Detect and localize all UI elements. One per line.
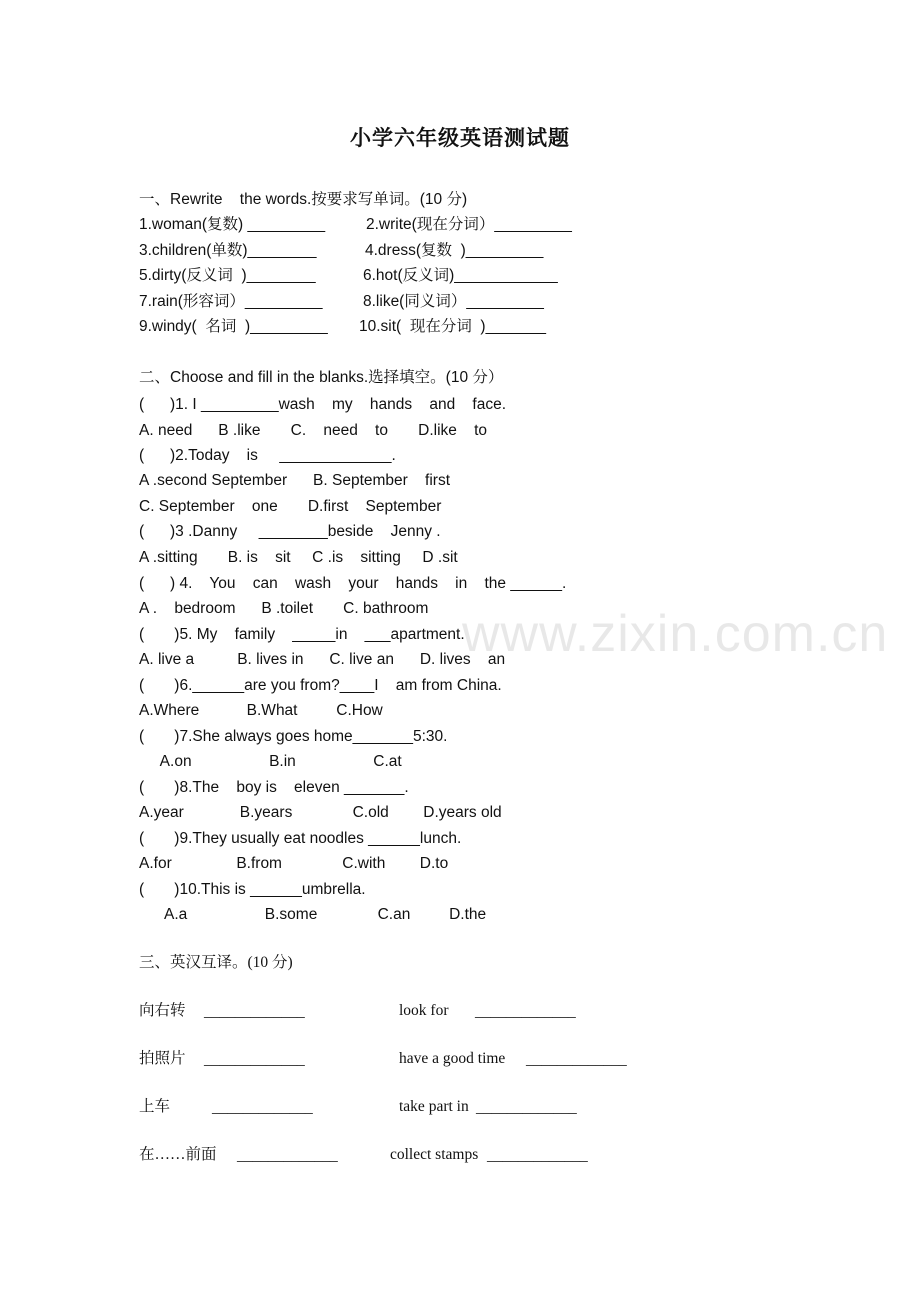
s3-blank-2b: _____________: [526, 1051, 627, 1068]
s2-question-3: ( )3 .Danny ________beside Jenny .: [139, 523, 441, 540]
s1-item-10: 10.sit( 现在分词 )_______: [359, 318, 546, 335]
s3-blank-1a: _____________: [204, 1003, 305, 1020]
s1-item-5: 5.dirty(反义词 )________: [139, 267, 316, 284]
s2-question-2: ( )2.Today is _____________.: [139, 447, 396, 464]
s2-options-5: A. live a B. lives in C. live an D. lives an: [139, 651, 506, 668]
s2-question-10: ( )10.This is ______umbrella.: [139, 881, 366, 898]
s3-blank-1b: _____________: [475, 1003, 576, 1020]
section1-heading: 一、Rewrite the words.按要求写单词。(10 分): [139, 191, 468, 208]
s3-blank-3b: _____________: [476, 1099, 577, 1116]
s2-options-2b: C. September one D.first September: [139, 498, 442, 515]
s2-options-10: A.a B.some C.an D.the: [139, 906, 487, 923]
s3-blank-4a: _____________: [237, 1147, 338, 1164]
s1-item-3: 3.children(单数)________: [139, 242, 317, 259]
s2-options-8: A.year B.years C.old D.years old: [139, 804, 502, 821]
s3-cn-2: 拍照片: [139, 1050, 186, 1067]
s1-item-2: 2.write(现在分词）_________: [366, 216, 572, 233]
s3-en-4: collect stamps: [390, 1146, 479, 1163]
s3-en-2: have a good time: [399, 1050, 506, 1067]
s2-question-1: ( )1. I _________wash my hands and face.: [139, 396, 507, 413]
s1-item-9: 9.windy( 名词 )_________: [139, 318, 328, 335]
s1-item-7: 7.rain(形容词）_________: [139, 293, 323, 310]
s2-options-1: A. need B .like C. need to D.like to: [139, 422, 488, 439]
s3-en-1: look for: [399, 1002, 449, 1019]
s1-item-8: 8.like(同义词）_________: [363, 293, 544, 310]
s1-item-6: 6.hot(反义词)____________: [363, 267, 558, 284]
s2-options-9: A.for B.from C.with D.to: [139, 855, 449, 872]
s1-item-1: 1.woman(复数) _________: [139, 216, 326, 233]
s2-question-8: ( )8.The boy is eleven _______.: [139, 779, 409, 796]
s2-options-2a: A .second September B. September first: [139, 472, 451, 489]
s3-cn-3: 上车: [139, 1098, 171, 1115]
s3-cn-4: 在……前面: [139, 1146, 217, 1163]
s3-blank-4b: _____________: [487, 1147, 588, 1164]
page-title: 小学六年级英语测试题: [350, 125, 570, 150]
s2-options-3: A .sitting B. is sit C .is sitting D .sit: [139, 549, 458, 566]
s3-blank-2a: _____________: [204, 1051, 305, 1068]
s2-question-6: ( )6.______are you from?____I am from China.: [139, 677, 502, 694]
section3-heading: 三、英汉互译。(10 分): [139, 954, 293, 971]
s3-cn-1: 向右转: [139, 1002, 186, 1019]
s2-options-4: A . bedroom B .toilet C. bathroom: [139, 600, 429, 617]
s2-question-5: ( )5. My family _____in ___apartment.: [139, 626, 465, 643]
watermark: www.zixin.com.cn: [462, 605, 889, 663]
s3-blank-3a: _____________: [212, 1099, 313, 1116]
s2-options-6: A.Where B.What C.How: [139, 702, 383, 719]
s1-item-4: 4.dress(复数 )_________: [365, 242, 544, 259]
s2-question-4: ( ) 4. You can wash your hands in the ______.: [139, 575, 567, 592]
s2-question-7: ( )7.She always goes home_______5:30.: [139, 728, 448, 745]
s2-question-9: ( )9.They usually eat noodles ______lunch.: [139, 830, 462, 847]
s2-options-7: A.on B.in C.at: [139, 753, 402, 770]
section2-heading: 二、Choose and fill in the blanks.选择填空。(10 分）: [139, 369, 504, 386]
s3-en-3: take part in: [399, 1098, 469, 1115]
